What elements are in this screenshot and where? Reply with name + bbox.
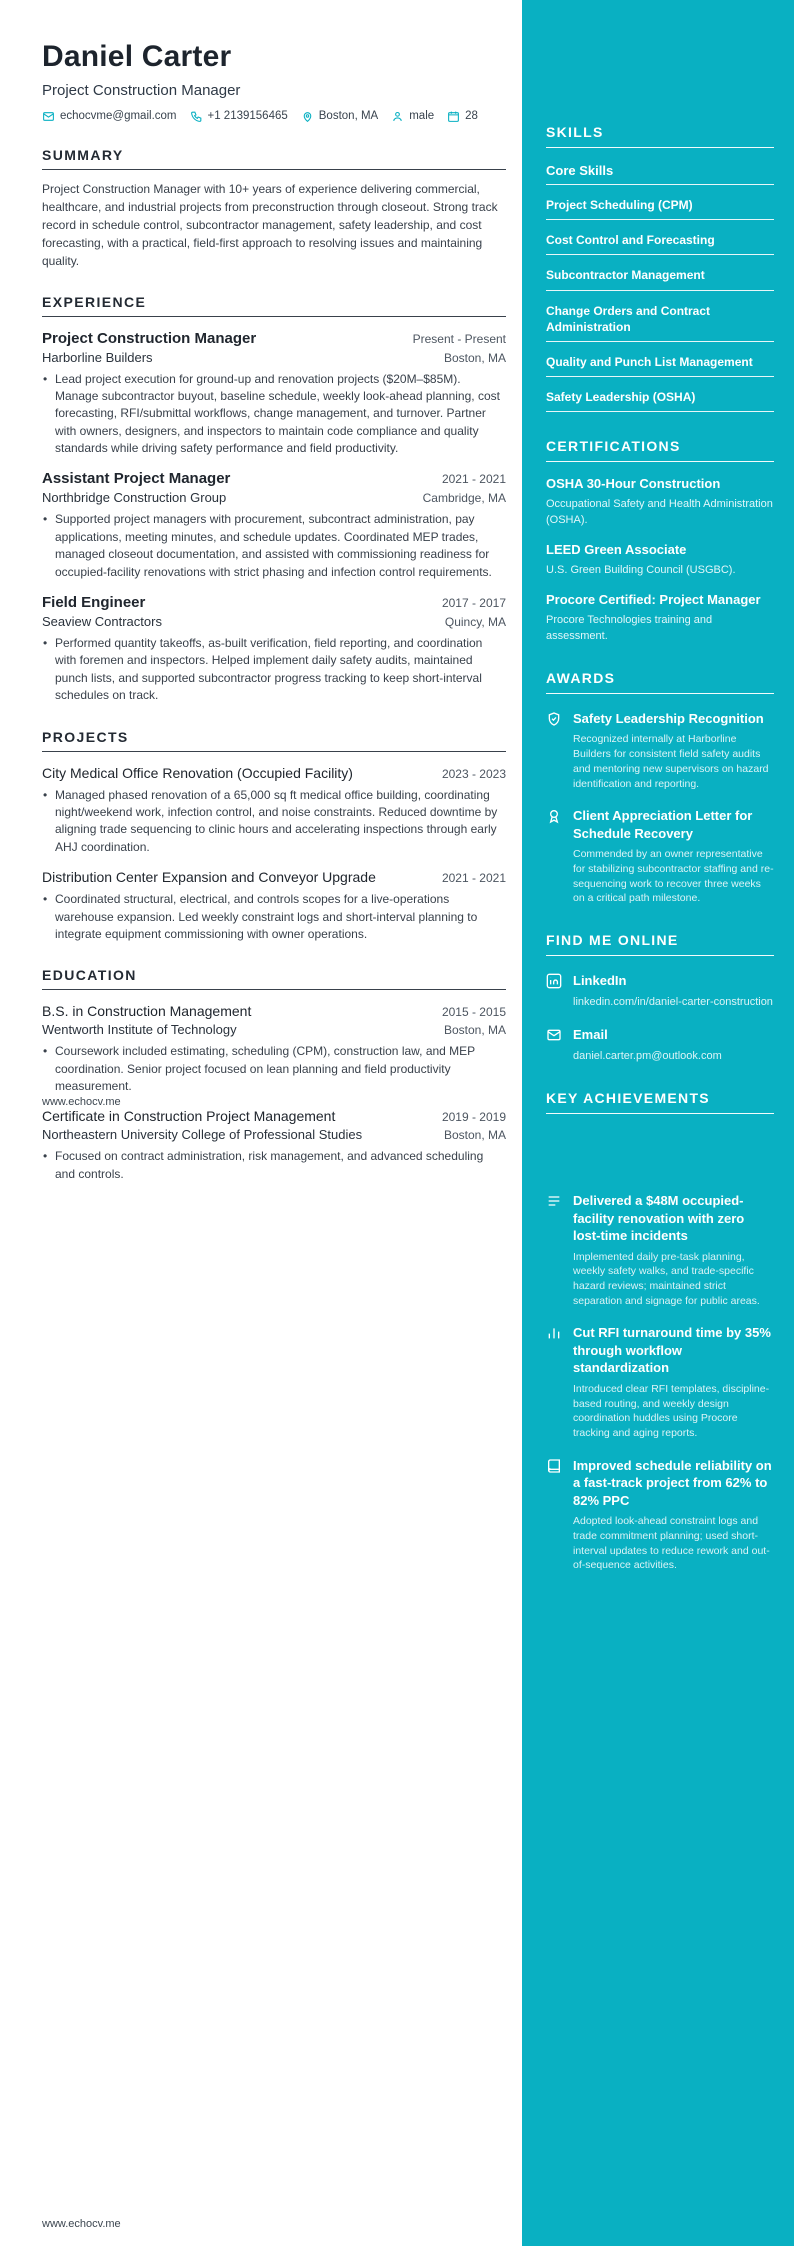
job-bullet: • Performed quantity takeoffs, as-built verification, field reporting, and coordination with foremen and inspectors. Helped implement daily safety audits, maintained punch lists, and supported subcontractor progress tracking to keep short-interval schedules on track. [42,635,506,705]
summary-text: Project Construction Manager with 10+ years of experience delivering commercial, healthcare, and industrial projects from preconstruction through closeout. Strong track record in schedule control, subcontractor management, safety leadership, and cost forecasting, with a practical, field-first approach to resolving issues and maintaining quality. [42,181,498,268]
certification-item [546,476,774,528]
job-bullets [42,511,506,581]
contact-phone-text: +1 2139156465 [207,110,288,122]
footer-link[interactable]: www.echocv.me [42,1096,121,1108]
education-heading: EDUCATION [42,967,506,990]
education-bullet: • Focused on contract administration, risk management, and advanced scheduling and controls. [42,1148,506,1183]
profile-url: linkedin.com/in/daniel-carter-construction [573,995,773,1008]
job-title: Assistant Project Manager [42,470,231,488]
project-bullets [42,787,506,857]
achievement-title: Delivered a $48M occupied-facility renovation with zero lost-time incidents [573,1193,745,1244]
job-title: Field Engineer [42,594,146,612]
award-item [546,710,774,791]
calendar-icon [447,110,460,123]
find-me-online-heading: FIND ME ONLINE [546,932,774,956]
job-location: Quincy, MA [444,615,506,630]
job-bullet: • Supported project managers with procurement, subcontract administration, pay applications, meeting minutes, and schedule updates. Coordinated MEP trades, managed closeout documentation, and assisted with commissioning readiness for occupied-facility renovations with strict phasing and infection control requirements. [42,511,506,581]
resume-header [42,40,506,123]
experience-entry [42,594,506,705]
achievement-item [546,1324,774,1440]
award-description: Commended by an owner representative for stabilizing subcontractor staffing and re-sequencing work to recover three weeks on a critical path milestone. [573,848,774,905]
contact-gender-text: male [409,110,435,122]
awards-heading: AWARDS [546,670,774,694]
summary-heading: SUMMARY [42,147,506,170]
degree-title: Certificate in Construction Project Management [42,1108,336,1125]
education-bullets [42,1043,506,1095]
contact-email[interactable] [42,110,177,123]
project-dates: 2021 - 2021 [441,871,506,886]
certifications-heading: CERTIFICATIONS [546,438,774,462]
map-pin-icon [301,110,314,123]
job-dates: 2017 - 2017 [441,596,506,611]
award-description: Recognized internally at Harborline Builders for consistent field safety audits and mentoring new supervisors on hazard identification and reporting. [573,733,769,790]
education-dates: 2015 - 2015 [441,1005,506,1020]
company-name: Harborline Builders [42,349,153,365]
profile-link-email[interactable] [546,1026,774,1064]
list-icon [546,1193,563,1308]
experience-entry [42,470,506,581]
skill-item: Subcontractor Management [546,267,774,290]
contact-age [447,110,478,123]
education-entry [42,1108,506,1183]
person-name: Daniel Carter [42,40,232,73]
job-bullets [42,635,506,705]
main-column [0,0,522,1183]
profile-label: LinkedIn [573,973,627,989]
medal-icon [546,808,563,906]
job-bullets [42,371,506,458]
contact-location-text: Boston, MA [318,110,379,122]
education-dates: 2019 - 2019 [441,1110,506,1125]
experience-section [42,294,506,705]
certification-org: Procore Technologies training and assessment. [546,614,713,642]
project-bullet: • Managed phased renovation of a 65,000 sq ft medical office building, coordinating night/weekend work, infection control, and noise constraints. Reduced downtime by aligning trade sequencing to clinic hours and accelerating inspections through early AHJ coordination. [42,787,506,857]
certification-name: OSHA 30-Hour Construction [546,476,721,492]
achievement-title: Cut RFI turnaround time by 35% through workflow standardization [573,1325,771,1376]
certification-name: LEED Green Associate [546,541,687,557]
contact-email-text: echocvme@gmail.com [60,110,177,122]
achievement-description: Adopted look-ahead constraint logs and trade commitment planning; used short-interval updates to reduce rework and out-of-sequence activities. [573,1515,770,1572]
person-icon [391,110,404,123]
education-location: Boston, MA [443,1128,506,1143]
skill-item: Cost Control and Forecasting [546,232,774,255]
skill-item: Project Scheduling (CPM) [546,197,774,220]
award-item [546,807,774,906]
job-dates: Present - Present [412,331,506,346]
school-name: Northeastern University College of Professional Studies [42,1127,363,1143]
certification-name: Procore Certified: Project Manager [546,592,761,608]
footer-link[interactable]: www.echocv.me [42,2218,121,2230]
school-name: Wentworth Institute of Technology [42,1022,237,1038]
education-bullets [42,1148,506,1183]
skills-group-label: Core Skills [546,163,774,185]
project-title: Distribution Center Expansion and Conveyor Upgrade [42,869,376,886]
skill-item: Safety Leadership (OSHA) [546,389,774,412]
certification-item [546,542,774,578]
project-dates: 2023 - 2023 [441,766,506,781]
book-icon [546,1458,563,1573]
summary-section [42,147,506,270]
contact-row [42,110,506,123]
envelope-icon [42,110,55,123]
person-title: Project Construction Manager [42,81,241,99]
contact-phone[interactable] [190,110,288,123]
key-achievements-items [546,1192,774,1573]
project-entry [42,869,506,943]
linkedin-icon [546,973,563,1010]
company-name: Seaview Contractors [42,614,162,630]
experience-entry [42,330,506,458]
skills-heading: SKILLS [546,124,774,148]
experience-heading: EXPERIENCE [42,294,506,317]
profile-link-linkedin[interactable] [546,972,774,1010]
skill-item: Quality and Punch List Management [546,354,774,377]
achievement-description: Implemented daily pre-task planning, weekly safety walks, and trade-specific hazard reviews; maintained strict separation and signage for public areas. [573,1250,760,1307]
achievement-item [546,1457,774,1573]
bar-chart-icon [546,1325,563,1440]
skill-item: Change Orders and Contract Administration [546,303,774,342]
job-location: Boston, MA [443,350,506,365]
project-bullets [42,891,506,943]
education-location: Boston, MA [443,1023,506,1038]
certification-org: Occupational Safety and Health Administration (OSHA). [546,498,773,526]
company-name: Northbridge Construction Group [42,490,227,506]
award-title: Safety Leadership Recognition [573,710,764,726]
projects-section [42,729,506,944]
job-bullet: • Lead project execution for ground-up and renovation projects ($20M–$85M). Manage subcontractor buyout, baseline schedule, weekly look-ahead planning, cost forecasting, RFI/submittal workflows, change management, and turnover. Partner with owners, designers, and inspectors to maintain code compliance and quality standards while driving safety performance and field productivity. [42,371,506,458]
achievement-title: Improved schedule reliability on a fast-track project from 62% to 82% PPC [573,1457,772,1508]
project-title: City Medical Office Renovation (Occupied Facility) [42,764,353,781]
job-title: Project Construction Manager [42,329,257,347]
achievement-description: Introduced clear RFI templates, discipline-based routing, and weekly design coordination huddles using Procore tracking and aging reports. [573,1383,770,1440]
certification-org: U.S. Green Building Council (USGBC). [546,563,736,576]
degree-title: B.S. in Construction Management [42,1003,252,1020]
certification-item [546,592,774,644]
email-icon [546,1027,563,1064]
projects-heading: PROJECTS [42,729,506,752]
education-entry [42,1003,506,1095]
profile-label: Email [573,1027,608,1043]
job-dates: 2021 - 2021 [441,472,506,487]
contact-age-text: 28 [465,110,478,122]
project-entry [42,765,506,857]
phone-icon [190,110,203,123]
shield-icon [546,711,563,791]
project-bullet: • Coordinated structural, electrical, and controls scopes for a live-operations warehouse expansion. Led weekly constraint logs and short-interval planning to integrate equipment commissioning with owner operations. [42,891,506,943]
education-section [42,967,506,1183]
contact-location [301,110,378,123]
award-title: Client Appreciation Letter for Schedule Recovery [573,808,753,841]
education-bullet: • Coursework included estimating, scheduling (CPM), construction law, and MEP coordination. Senior project focused on lean planning and field productivity measurement. [42,1043,506,1095]
profile-url: daniel.carter.pm@outlook.com [573,1049,722,1062]
achievement-item [546,1192,774,1308]
sidebar [522,0,794,2246]
key-achievements-heading: KEY ACHIEVEMENTS [546,1090,774,1114]
contact-gender [391,110,434,123]
job-location: Cambridge, MA [422,491,506,506]
